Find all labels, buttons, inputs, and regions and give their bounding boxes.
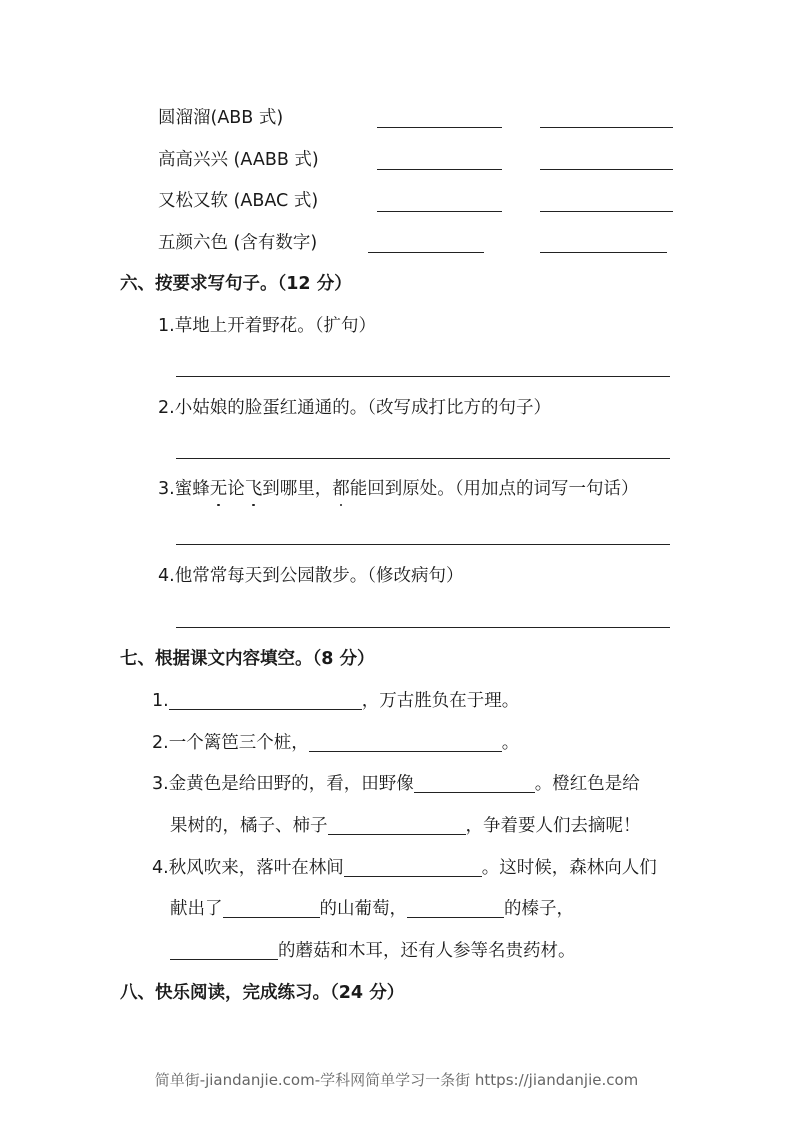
fill-item-1	[152, 689, 519, 713]
answer-blank[interactable]	[377, 169, 502, 170]
fill-blank[interactable]	[414, 774, 535, 793]
fill-text: 4.秋风吹来，落叶在林间	[152, 858, 344, 878]
dotted-word: 飞	[244, 479, 263, 499]
word-item-4: 五颜六色 (含有数字)	[158, 233, 318, 253]
fill-text: 的山葡萄，	[319, 899, 407, 919]
fill-text: 。	[501, 733, 520, 753]
fill-item-4-line3	[170, 939, 576, 963]
sentence-item-2: 2.小姑娘的脸蛋红通通的。（改写成打比方的句子）	[158, 398, 551, 418]
dotted-word: 无	[209, 479, 228, 499]
fill-item-2	[152, 731, 519, 755]
fill-text: 的蘑菇和木耳，还有人参等名贵药材。	[278, 941, 576, 961]
fill-blank[interactable]	[170, 941, 278, 960]
fill-item-4	[152, 856, 657, 880]
word-item-1: 圆溜溜(ABB 式)	[158, 108, 284, 128]
section-heading-7: 七、根据课文内容填空。（8 分）	[120, 649, 375, 669]
fill-text: 。这时候，森林向人们	[481, 858, 657, 878]
fill-item-3	[152, 772, 640, 796]
fill-text: 果树的，橘子、柿子	[170, 816, 328, 836]
word-item-3: 又松又软 (ABAC 式)	[158, 191, 319, 211]
sentence-item-1: 1.草地上开着野花。（扩句）	[158, 316, 376, 336]
answer-blank[interactable]	[368, 252, 484, 253]
fill-item-3-line2	[170, 814, 641, 838]
fill-text: 的榛子，	[504, 899, 574, 919]
fill-text: 1.	[152, 691, 169, 711]
section-heading-8: 八、快乐阅读，完成练习。（24 分）	[120, 983, 405, 1003]
sentence-text: 3.蜜蜂	[158, 479, 210, 499]
fill-blank[interactable]	[309, 733, 502, 752]
sentence-text: 到哪里，	[262, 479, 333, 499]
sentence-text: 能回到原处。（用加点的词写一句话）	[349, 479, 639, 499]
answer-blank[interactable]	[540, 211, 673, 212]
fill-blank[interactable]	[407, 899, 504, 918]
fill-blank[interactable]	[169, 691, 362, 710]
answer-blank[interactable]	[540, 252, 667, 253]
answer-blank[interactable]	[377, 127, 502, 128]
fill-text: 2.一个篱笆三个桩，	[152, 733, 309, 753]
answer-blank[interactable]	[540, 127, 673, 128]
sentence-item-4: 4.他常常每天到公园散步。（修改病句）	[158, 566, 464, 586]
answer-line[interactable]	[176, 627, 670, 628]
fill-text: 3.金黄色是给田野的，看，田野像	[152, 774, 414, 794]
sentence-item-3	[158, 477, 638, 501]
dotted-word: 都	[332, 479, 350, 499]
fill-blank[interactable]	[328, 816, 466, 835]
section-heading-6: 六、按要求写句子。（12 分）	[120, 274, 352, 294]
word-item-2: 高高兴兴 (AABB 式)	[158, 150, 319, 170]
page-footer: 简单街-jiandanjie.com-学科网简单学习一条街 https://jiandanjie.com	[154, 1071, 639, 1089]
answer-line[interactable]	[176, 458, 670, 459]
sentence-text: 论	[227, 479, 245, 499]
fill-blank[interactable]	[223, 899, 320, 918]
fill-text: ，争着要人们去摘呢！	[465, 816, 641, 836]
answer-blank[interactable]	[377, 211, 502, 212]
fill-text: 献出了	[170, 899, 223, 919]
answer-blank[interactable]	[540, 169, 673, 170]
answer-line[interactable]	[176, 376, 670, 377]
fill-item-4-line2	[170, 897, 574, 921]
fill-text: 。橙红色是给	[534, 774, 640, 794]
answer-line[interactable]	[176, 544, 670, 545]
fill-text: ，万古胜负在于理。	[361, 691, 520, 711]
fill-blank[interactable]	[344, 858, 482, 877]
